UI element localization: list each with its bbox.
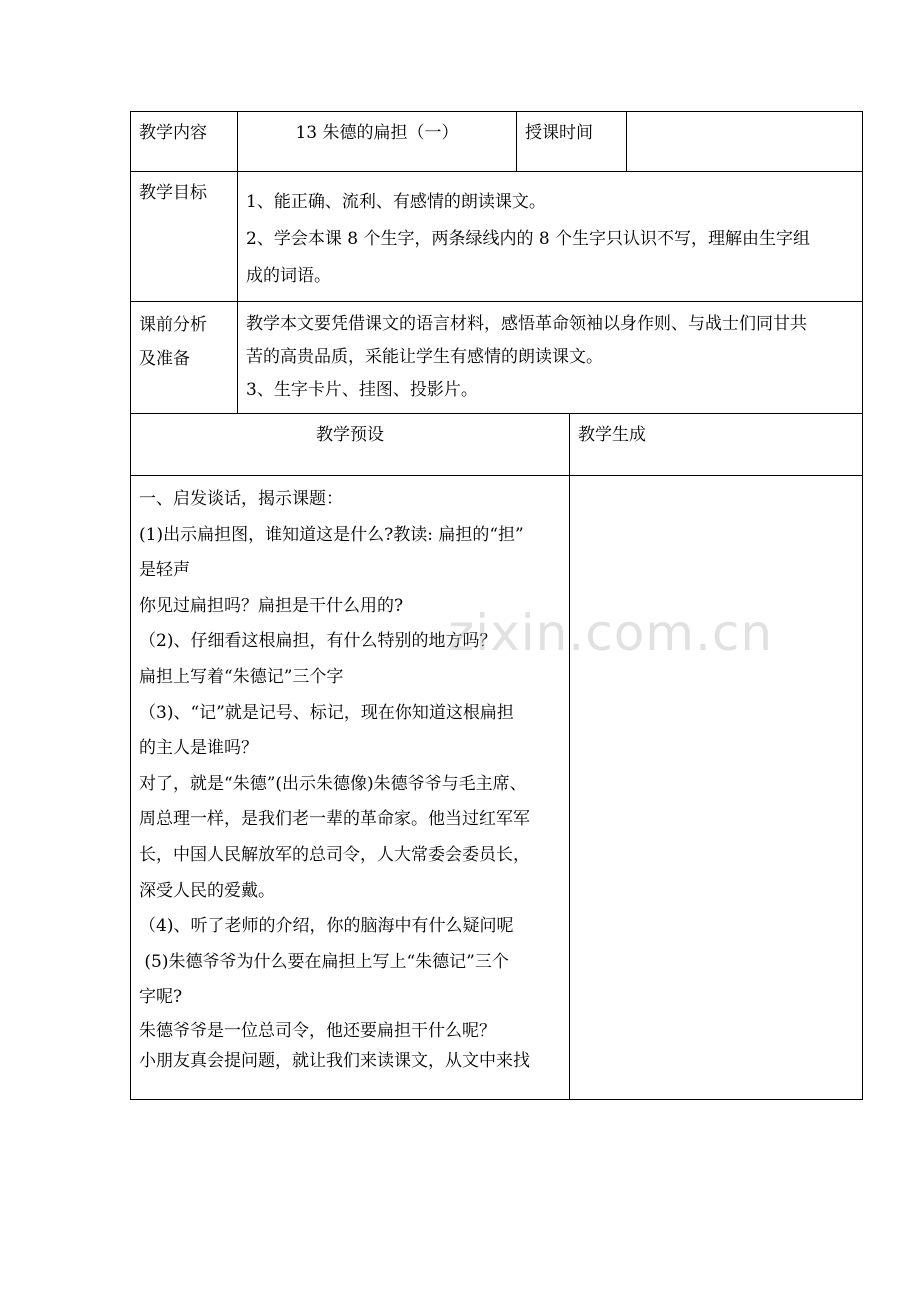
- content-label-cell: [131, 112, 238, 172]
- plan-line: (5)朱德爷爷为什么要在扁担上写上“朱德记”三个: [139, 951, 509, 972]
- analysis-line: 苦的高贵品质，采能让学生有感情的朗读课文。: [246, 347, 603, 367]
- watermark: zixin.com.cn: [448, 604, 774, 662]
- plan-line: 对了，就是“朱德”(出示朱德像)朱德爷爷与毛主席、: [139, 773, 527, 794]
- lesson-plan-table: [130, 111, 863, 1100]
- objectives-label-cell: [131, 172, 238, 302]
- plan-line: 字呢?: [139, 987, 183, 1008]
- time-label-cell: [517, 112, 627, 172]
- plan-line: 朱德爷爷是一位总司令，他还要扁担干什么呢？: [139, 1020, 496, 1041]
- objective-line: 1、能正确、流利、有感情的朗读课文。: [246, 192, 546, 212]
- analysis-content-cell: [238, 302, 862, 414]
- analysis-label-cell: [131, 302, 238, 414]
- analysis-line: 教学本文要凭借课文的语言材料，感悟革命领袖以身作则、与战士们同甘共: [246, 314, 807, 334]
- analysis-label-line1: 课前分析: [139, 315, 207, 335]
- objective-line: 成的词语。: [246, 266, 331, 286]
- time-label: 授课时间: [525, 123, 593, 143]
- outcome-header-cell: [570, 414, 862, 476]
- plan-line: 一、启发谈话，揭示课题：: [139, 489, 343, 509]
- plan-line: （2)、仔细看这根扁担，有什么特别的地方吗？: [139, 631, 497, 652]
- plan-line: （3)、“记”就是记号、标记，现在你知道这根扁担: [139, 702, 514, 723]
- objective-line: 2、学会本课 8 个生字，两条绿线内的 8 个生字只认识不写，理解由生字组: [246, 229, 811, 249]
- plan-line: 你见过扁担吗？扁担是干什么用的?: [139, 595, 404, 616]
- outcome-body-cell: [570, 476, 862, 1099]
- lesson-title-cell: [238, 112, 517, 172]
- analysis-line: 3、生字卡片、挂图、投影片。: [246, 380, 478, 400]
- objectives-label: 教学目标: [139, 183, 207, 203]
- plan-line: 小朋友真会提问题，就让我们来读课文，从文中来找: [139, 1050, 530, 1071]
- analysis-label-line2: 及准备: [139, 349, 190, 369]
- preset-header-cell: [131, 414, 570, 476]
- plan-line: （4)、听了老师的介绍，你的脑海中有什么疑问呢: [139, 916, 514, 937]
- preset-header: 教学预设: [316, 425, 384, 445]
- objectives-content-cell: [238, 172, 862, 302]
- content-label: 教学内容: [139, 123, 207, 143]
- plan-line: 周总理一样，是我们老一辈的革命家。他当过红军军: [139, 809, 530, 830]
- preset-body-cell: [131, 476, 570, 1099]
- plan-line: 的主人是谁吗？: [139, 738, 258, 759]
- plan-line: 深受人民的爱戴。: [139, 880, 275, 901]
- plan-line: 长，中国人民解放军的总司令，人大常委会委员长，: [139, 844, 530, 865]
- plan-line: 是轻声: [139, 560, 190, 581]
- plan-line: (1)出示扁担图，谁知道这是什么?教读: 扁担的“担”: [139, 524, 524, 545]
- time-value-cell: [627, 112, 862, 172]
- lesson-title: 13 朱德的扁担（一）: [295, 123, 459, 143]
- plan-line: 扁担上写着“朱德记”三个字: [139, 666, 344, 687]
- outcome-header: 教学生成: [578, 425, 646, 445]
